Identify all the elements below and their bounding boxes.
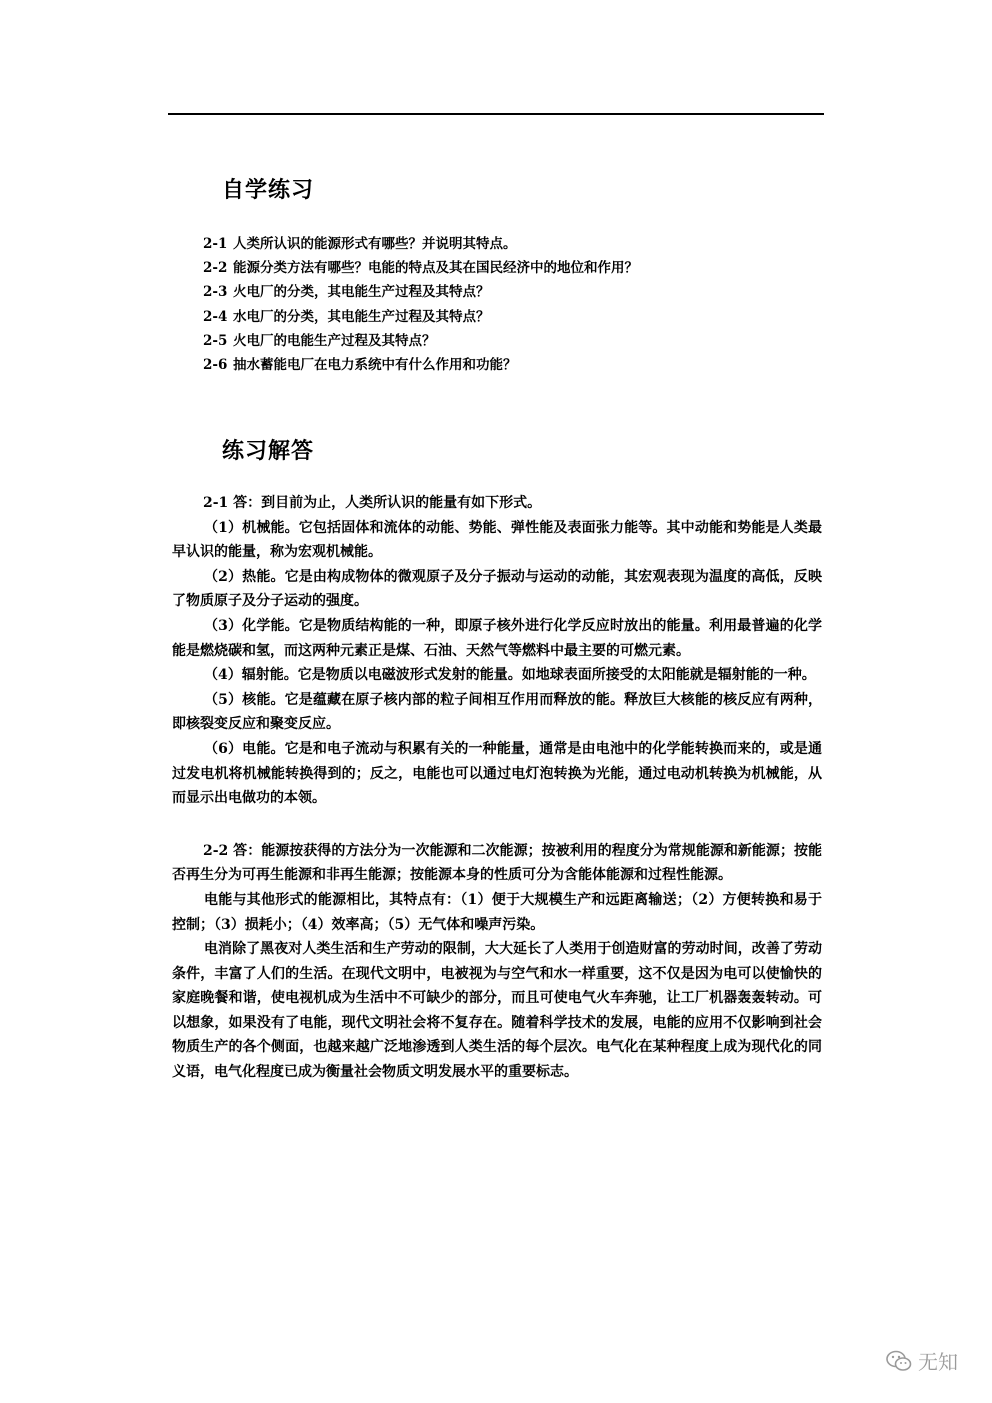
answer-2-1-item-electric: （6）电能。它是和电子流动与积累有关的一种能量，通常是由电池中的化学能转换而来的，或是通过发电机将机械能转换得到的；反之，电能也可以通过电灯泡转换为光能，通过电动机转换为机械能，从而显示出电做功的本领。 bbox=[172, 740, 822, 807]
paragraph-gap bbox=[172, 811, 822, 839]
answer-2-1-intro: 2-1 答：到目前为止，人类所认识的能量有如下形式。 bbox=[203, 495, 542, 511]
watermark bbox=[886, 1346, 958, 1375]
exercise-item bbox=[203, 353, 823, 377]
exercise-number: 2-1 bbox=[203, 236, 228, 252]
exercise-number: 2-3 bbox=[203, 284, 228, 301]
section-title-answers: 练习解答 bbox=[222, 439, 315, 464]
answer-2-1-item-chemical: （3）化学能。它是物质结构能的一种，即原子核外进行化学反应时放出的能量。利用最普遍的化学能是燃烧碳和氢，而这两种元素正是煤、石油、天然气等燃料中最主要的可燃元素。 bbox=[172, 617, 822, 659]
answer-2-2-significance: 电消除了黑夜对人类生活和生产劳动的限制，大大延长了人类用于创造财富的劳动时间，改善了劳动条件，丰富了人们的生活。在现代文明中，电被视为与空气和水一样重要，这不仅是因为电可以使愉快的家庭晚餐和谐，使电视机成为生活中不可缺少的部分，而且可使电气火车奔驰，让工厂机器轰轰转动。可以想象，如果没有了电能，现代文明社会将不复存在。随着科学技术的发展，电能的应用不仅影响到社会物质生产的各个侧面，也越来越广泛地渗透到人类生活的每个层次。电气化在某种程度上成为现代化的同义语，电气化程度已成为衡量社会物质文明发展水平的重要标志。 bbox=[172, 941, 822, 1081]
answers-body bbox=[172, 491, 822, 1085]
exercise-number: 2-4 bbox=[203, 308, 228, 325]
exercise-text: 能源分类方法有哪些？电能的特点及其在国民经济中的地位和作用？ bbox=[233, 260, 638, 277]
watermark-text: 无知 bbox=[918, 1350, 958, 1374]
exercise-item bbox=[203, 256, 823, 280]
exercise-text: 抽水蓄能电厂在电力系统中有什么作用和功能？ bbox=[233, 356, 517, 373]
answer-2-1-item-nuclear: （5）核能。它是蕴藏在原子核内部的粒子间相互作用而释放的能。释放巨大核能的核反应有两种，即核裂变反应和聚变反应。 bbox=[172, 691, 822, 733]
exercise-number: 2-6 bbox=[203, 356, 228, 373]
exercise-text: 水电厂的分类，其电能生产过程及其特点？ bbox=[233, 308, 490, 325]
section-title-self-study: 自学练习 bbox=[222, 178, 315, 203]
exercise-item bbox=[203, 329, 823, 353]
exercise-number: 2-2 bbox=[203, 260, 228, 277]
exercise-text: 火电厂的电能生产过程及其特点？ bbox=[233, 332, 436, 349]
exercise-number: 2-5 bbox=[203, 332, 228, 349]
exercise-item bbox=[203, 232, 823, 256]
answer-2-1-item-radiant: （4）辐射能。它是物质以电磁波形式发射的能量。如地球表面所接受的太阳能就是辐射能的一种。 bbox=[204, 667, 816, 684]
answer-2-2-features: 电能与其他形式的能源相比，其特点有：（1）便于大规模生产和远距离输送；（2）方便转换和易于控制；（3）损耗小；（4）效率高；（5）无气体和噪声污染。 bbox=[172, 891, 822, 933]
header-rule bbox=[168, 113, 824, 115]
wechat-icon bbox=[886, 1350, 912, 1372]
exercise-list bbox=[203, 232, 823, 377]
answer-2-1-item-mechanical: （1）机械能。它包括固体和流体的动能、势能、弹性能及表面张力能等。其中动能和势能是人类最早认识的能量，称为宏观机械能。 bbox=[172, 519, 822, 561]
exercise-item bbox=[203, 280, 823, 304]
exercise-item bbox=[203, 305, 823, 329]
answer-2-2-intro: 2-2 答：能源按获得的方法分为一次能源和二次能源；按被利用的程度分为常规能源和新能源；按能否再生分为可再生能源和非再生能源；按能源本身的性质可分为含能体能源和过程性能源。 bbox=[172, 842, 822, 884]
answer-2-1-item-thermal: （2）热能。它是由构成物体的微观原子及分子振动与运动的动能，其宏观表现为温度的高低，反映了物质原子及分子运动的强度。 bbox=[172, 568, 822, 610]
exercise-text: 火电厂的分类，其电能生产过程及其特点？ bbox=[233, 284, 490, 301]
exercise-text: 人类所认识的能源形式有哪些？并说明其特点。 bbox=[233, 236, 517, 252]
